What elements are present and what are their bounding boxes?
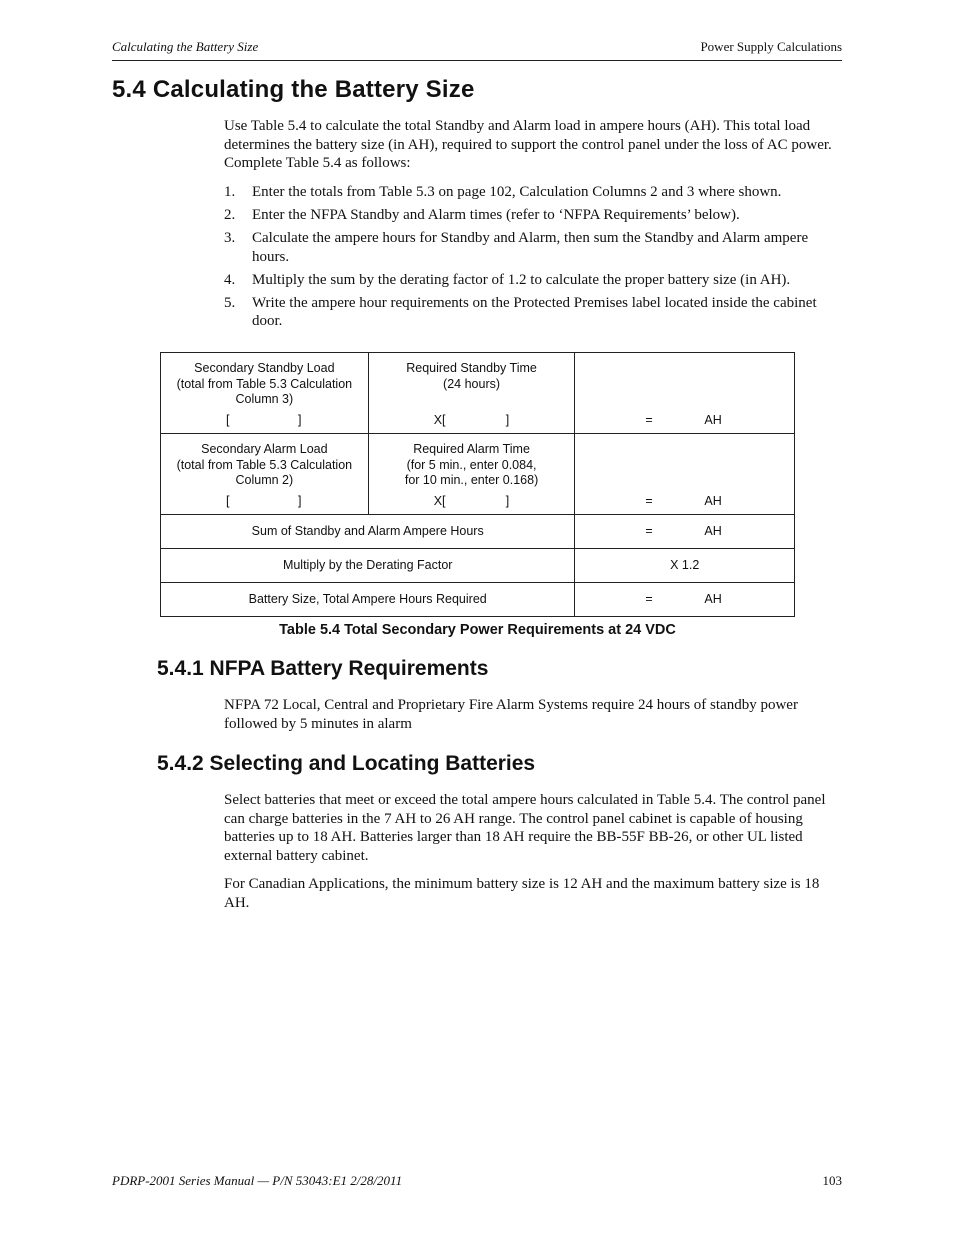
battery-calculation-table (160, 352, 795, 617)
list-item: 5. Write the ampere hour requirements on the Protected Premises label located inside the cabinet door. (224, 294, 817, 329)
battery-size-label-cell: Battery Size, Total Ampere Hours Required (161, 583, 575, 617)
standby-load-open-bracket: [ (226, 413, 230, 427)
selecting-section-title: 5.4.2 Selecting and Locating Batteries (157, 752, 536, 775)
sum-result-cell: = AH (575, 515, 795, 549)
sum-label-cell: Sum of Standby and Alarm Ampere Hours (161, 515, 575, 549)
table-row-alarm (161, 434, 795, 515)
alarm-load-cell: Secondary Alarm Load (total from Table 5.3 Calculation Column 2) [ ] (161, 434, 369, 515)
header-chapter-title: Calculating the Battery Size (112, 39, 259, 54)
standby-result-cell: = AH (575, 353, 795, 434)
standby-load-cell: Secondary Standby Load (total from Table 5.3 Calculation Column 3) [ ] (161, 353, 369, 434)
nfpa-section-title: 5.4.1 NFPA Battery Requirements (157, 657, 489, 680)
intro-paragraph: Use Table 5.4 to calculate the total Standby and Alarm load in ampere hours (AH). This total load determines the battery size (in AH), required to support the control panel under the loss of AC power. Complete Table 5.4 as follows: (224, 118, 832, 172)
standby-time-open-bracket: X[ (433, 413, 446, 427)
alarm-time-close-bracket: ] (505, 494, 510, 508)
list-item: 4. Multiply the sum by the derating factor of 1.2 to calculate the proper battery size (in AH). (224, 271, 791, 288)
standby-time-cell: Required Standby Time (24 hours) X[ ] (368, 353, 575, 434)
alarm-result-cell: = AH (575, 434, 795, 515)
derating-label-cell: Multiply by the Derating Factor (161, 549, 575, 583)
alarm-load-open-bracket: [ (226, 494, 230, 508)
standby-time-close-bracket: ] (505, 413, 510, 427)
alarm-time-open-bracket: X[ (433, 494, 446, 508)
table-row-derating (161, 549, 795, 583)
steps-list (224, 183, 844, 335)
page-header (112, 38, 842, 61)
battery-size-result-cell: = AH (575, 583, 795, 617)
selecting-paragraph-1: Select batteries that meet or exceed the total ampere hours calculated in Table 5.4. The control panel can charge batteries in the 7 AH to 26 AH range. The control panel cabinet is capable of housing batteries up to 18 AH. Batteries larger than 18 AH require the BB-55F BB-26, or other UL listed external battery cabinet. (224, 792, 826, 865)
standby-load-close-bracket: ] (298, 413, 302, 427)
table-row-standby (161, 353, 795, 434)
alarm-load-close-bracket: ] (298, 494, 302, 508)
nfpa-paragraph: NFPA 72 Local, Central and Proprietary Fire Alarm Systems require 24 hours of standby power followed by 5 minutes in alarm (224, 697, 798, 732)
list-item: 2. Enter the NFPA Standby and Alarm times (refer to ‘NFPA Requirements’ below). (224, 207, 740, 223)
footer-manual-info: PDRP-2001 Series Manual — P/N 53043:E1 2/28/2011 (112, 1173, 403, 1188)
header-section-title: Power Supply Calculations (700, 39, 842, 54)
alarm-time-cell: Required Alarm Time (for 5 min., enter 0.084, for 10 min., enter 0.168) X[ ] (368, 434, 575, 515)
page-number: 103 (822, 1173, 842, 1188)
table-caption: Table 5.4 Total Secondary Power Requirements at 24 VDC (279, 622, 676, 638)
section-title: 5.4 Calculating the Battery Size (112, 76, 475, 103)
list-item: 1. Enter the totals from Table 5.3 on page 102, Calculation Columns 2 and 3 where shown. (224, 184, 782, 200)
list-item: 3. Calculate the ampere hours for Standby and Alarm, then sum the Standby and Alarm ampere hours. (224, 230, 809, 265)
derating-value-cell: X 1.2 (575, 549, 795, 583)
table-row-battery-size (161, 583, 795, 617)
table-row-sum (161, 515, 795, 549)
selecting-paragraph-2: For Canadian Applications, the minimum battery size is 12 AH and the maximum battery size is 18 AH. (224, 876, 820, 911)
